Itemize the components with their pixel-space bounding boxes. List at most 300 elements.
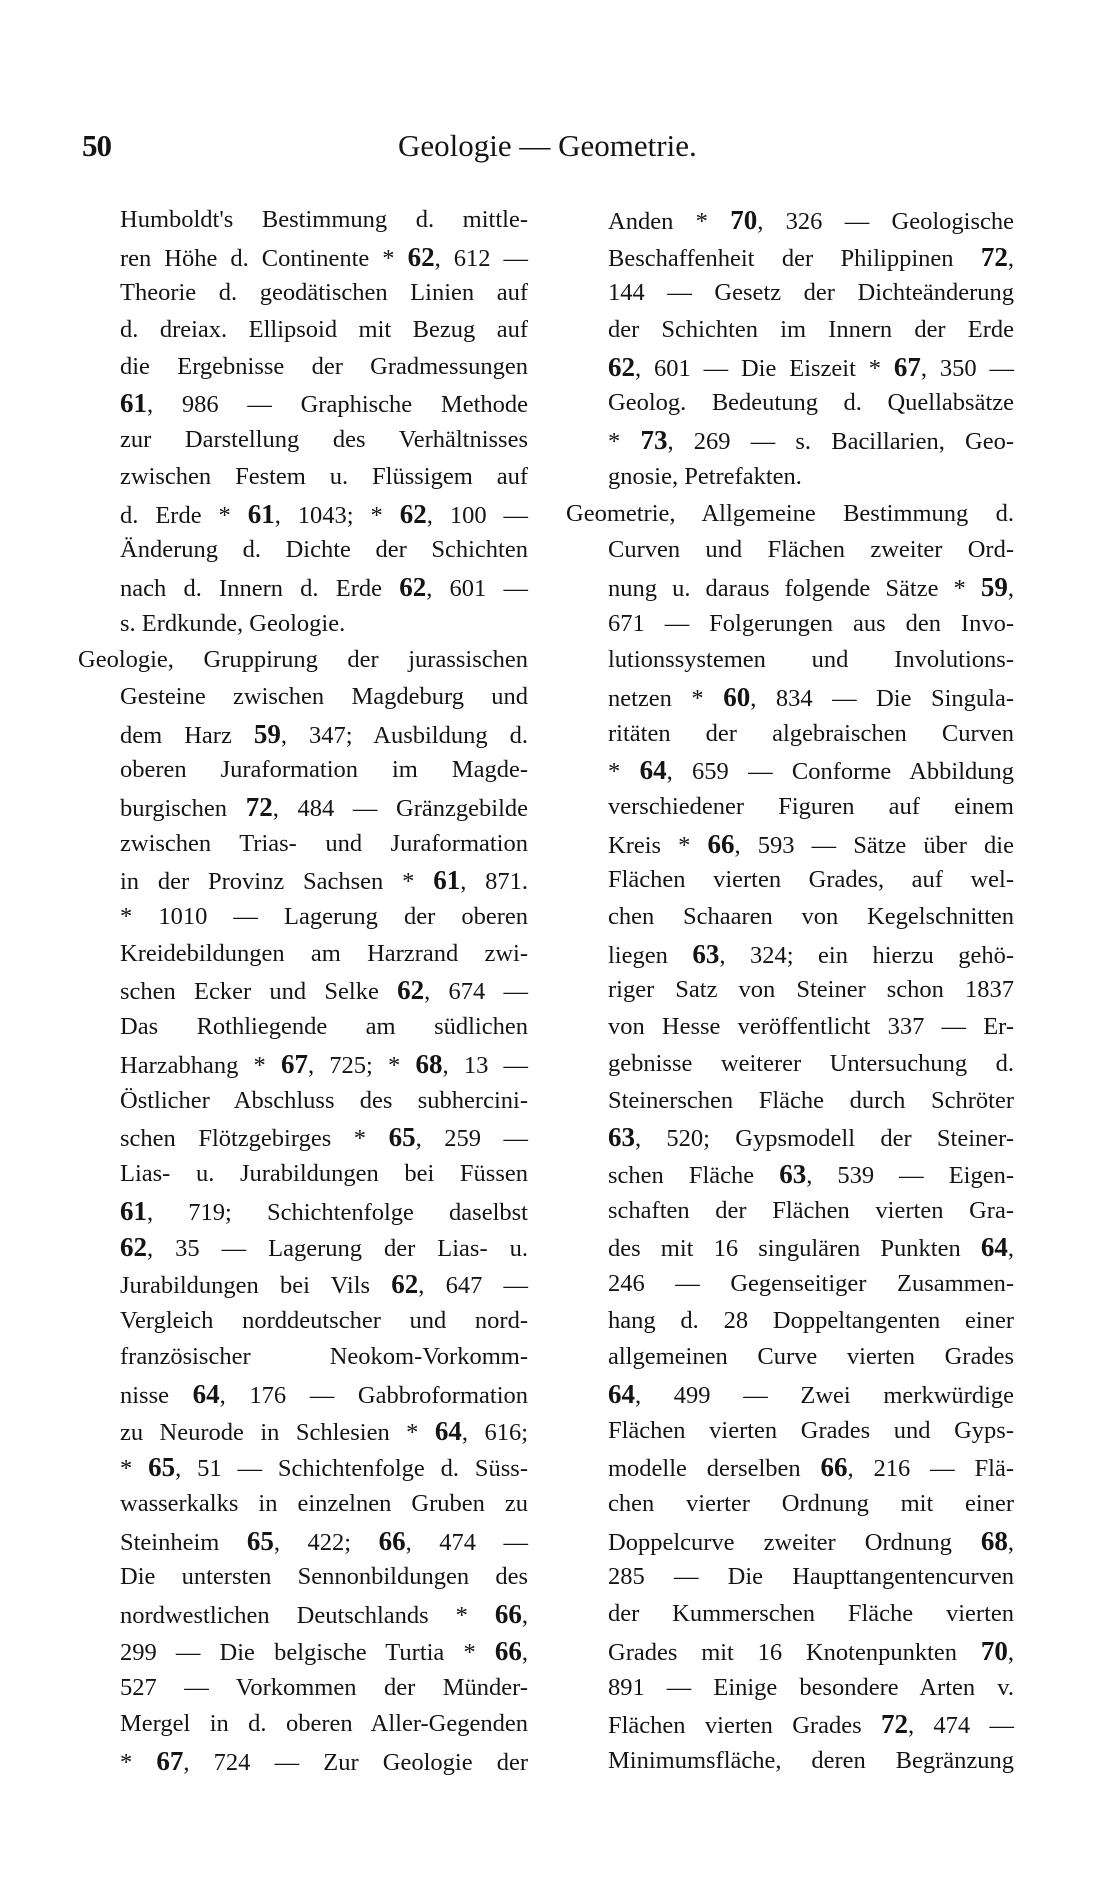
index-line — [120, 459, 528, 496]
index-line — [120, 1193, 528, 1230]
volume-number: 70 — [730, 205, 758, 235]
line-text — [120, 972, 528, 1011]
text-segment: der Kummerschen Fläche vierten — [608, 1600, 1014, 1628]
text-segment: , — [1007, 574, 1014, 602]
text-segment: Kreidebildungen am Harzrand zwi- — [120, 939, 528, 967]
text-segment: der Schichten im Innern der Erde — [608, 316, 1014, 344]
text-segment: , 647 — — [418, 1271, 529, 1299]
volume-number: 66 — [494, 1599, 522, 1630]
line-text — [120, 1156, 528, 1193]
index-line — [608, 862, 1014, 899]
text-segment: , 616; — [461, 1418, 528, 1446]
index-line — [608, 1266, 1014, 1303]
volume-number: 66 — [820, 1452, 848, 1483]
volume-number: 62 — [391, 1268, 419, 1299]
text-segment: von Hesse veröffentlicht 337 — Er- — [608, 1013, 1014, 1041]
line-text — [608, 422, 1014, 461]
line-text — [608, 1266, 1014, 1303]
line-text — [608, 1156, 1014, 1195]
index-line — [120, 202, 528, 239]
text-segment: zwischen Trias- und Juraformation — [120, 829, 528, 857]
line-text — [120, 862, 528, 901]
line-text — [608, 532, 1014, 569]
text-segment: d. Erde * — [120, 501, 248, 529]
text-segment: Flächen vierten Grades, auf wel- — [608, 866, 1014, 894]
text-segment: , 269 — s. Bacillarien, Geo- — [667, 428, 1014, 456]
index-line — [120, 1376, 528, 1413]
index-line — [608, 752, 1014, 789]
line-text — [608, 1009, 1014, 1046]
line-text — [608, 679, 1014, 718]
text-segment: lutionssystemen und Involutions- — [608, 646, 1014, 674]
index-line — [608, 716, 1014, 753]
index-line — [120, 1670, 528, 1707]
text-segment: , 719; Schichtenfolge daselbst — [147, 1198, 528, 1226]
volume-number: 72 — [980, 241, 1008, 272]
text-segment: in der Provinz Sachsen * — [120, 868, 434, 896]
text-segment: , 724 — Zur Geologie der — [183, 1748, 528, 1776]
volume-number: 62 — [608, 351, 635, 382]
text-segment: , 326 — Geologische — [757, 208, 1014, 235]
line-text — [608, 202, 1014, 241]
volume-number: 63 — [608, 1122, 635, 1153]
index-line — [608, 1743, 1014, 1780]
text-segment: , 422; — [273, 1528, 379, 1556]
text-segment: Doppelcurve zweiter Ordnung — [608, 1528, 981, 1556]
index-line — [120, 1266, 528, 1303]
line-text — [120, 789, 528, 828]
line-text — [120, 1559, 528, 1596]
index-line — [608, 1413, 1014, 1450]
index-line — [120, 606, 528, 643]
text-segment: Steinerschen Fläche durch Schröter — [608, 1086, 1014, 1114]
text-segment: , — [1007, 1528, 1014, 1556]
line-text — [608, 1633, 1014, 1672]
index-line — [608, 569, 1014, 606]
text-segment: , 474 — — [907, 1712, 1015, 1740]
line-text — [608, 606, 1014, 643]
text-segment: d. dreiax. Ellipsoid mit Bezug auf — [120, 316, 528, 344]
text-segment: Grades mit 16 Knotenpunkten — [608, 1638, 981, 1666]
text-segment: des mit 16 singulären Punkten — [608, 1235, 981, 1263]
index-line — [608, 239, 1014, 276]
line-text — [120, 1119, 528, 1158]
text-segment: Die untersten Sennonbildungen des — [120, 1563, 528, 1591]
line-text — [608, 862, 1014, 899]
text-segment: Humboldt's Bestimmung d. mittle- — [120, 206, 528, 233]
volume-number: 62 — [397, 975, 425, 1006]
line-text — [120, 1046, 528, 1085]
index-line — [608, 312, 1014, 349]
line-text — [120, 1266, 528, 1305]
text-segment: Curven und Flächen zweiter Ord- — [608, 536, 1014, 564]
index-line — [120, 972, 528, 1009]
index-column-left — [78, 202, 528, 1780]
text-segment: s. Erdkunde, Geologie. — [120, 609, 346, 637]
index-line — [120, 1486, 528, 1523]
volume-number: 63 — [692, 938, 720, 969]
index-line — [120, 899, 528, 936]
text-segment: schen Ecker und Selke — [120, 978, 398, 1006]
text-segment: , 324; ein hierzu gehö- — [719, 941, 1014, 969]
line-text — [120, 202, 528, 239]
line-text — [120, 1339, 528, 1376]
line-text — [120, 899, 528, 936]
text-segment: , — [1007, 244, 1014, 272]
index-line — [608, 1009, 1014, 1046]
text-segment: hang d. 28 Doppeltangenten einer — [608, 1306, 1014, 1334]
index-line — [120, 1413, 528, 1450]
text-segment: , 499 — Zwei merkwürdige — [635, 1382, 1014, 1409]
index-line — [120, 789, 528, 826]
line-text — [120, 1486, 528, 1523]
volume-number: 73 — [640, 425, 668, 456]
index-line — [608, 972, 1014, 1009]
index-line — [120, 716, 528, 753]
text-segment: allgemeinen Curve vierten Grades — [608, 1343, 1014, 1371]
text-segment: , 834 — Die Singula- — [750, 684, 1014, 712]
index-line — [608, 275, 1014, 312]
line-text — [120, 1229, 528, 1268]
volume-number: 66 — [494, 1635, 522, 1666]
line-text — [120, 349, 528, 386]
text-segment: zur Darstellung des Verhältnisses — [120, 426, 528, 454]
text-segment: Steinheim — [120, 1528, 247, 1556]
text-segment: , 520; Gypsmodell der Steiner- — [635, 1125, 1014, 1153]
text-segment: schen Flötzgebirges * — [120, 1125, 389, 1153]
index-line — [120, 936, 528, 973]
line-text — [608, 1706, 1014, 1745]
text-segment: schen Fläche — [608, 1161, 780, 1189]
line-text — [120, 275, 528, 312]
line-text — [120, 385, 528, 424]
index-line — [120, 1596, 528, 1633]
volume-number: 61 — [120, 1195, 147, 1226]
text-segment: dem Harz — [120, 721, 254, 749]
line-text — [120, 936, 528, 973]
line-text — [608, 1486, 1014, 1523]
index-line — [120, 752, 528, 789]
line-text — [120, 1303, 528, 1340]
text-segment: wasserkalks in einzelnen Gruben zu — [120, 1490, 528, 1518]
line-text — [120, 1193, 528, 1232]
text-segment: französischer Neokom-Vorkomm- — [120, 1343, 528, 1371]
text-segment: die Ergebnisse der Gradmessungen — [120, 352, 528, 380]
text-segment: , 601 — — [426, 574, 528, 602]
index-entry-heading-line — [566, 496, 1014, 533]
volume-number: 62 — [120, 1232, 147, 1263]
volume-number: 72 — [245, 792, 273, 822]
line-text — [120, 239, 528, 278]
text-segment: , 986 — Graphische Methode — [147, 391, 528, 419]
index-line — [608, 642, 1014, 679]
text-segment: , 216 — Flä- — [847, 1455, 1015, 1483]
line-text — [120, 1083, 528, 1120]
text-segment: 671 — Folgerungen aus den Invo- — [608, 609, 1014, 637]
text-segment: Änderung d. Dichte der Schichten — [120, 536, 528, 564]
line-text — [120, 1706, 528, 1743]
volume-number: 62 — [407, 241, 435, 272]
text-segment: , 1043; * — [274, 501, 400, 529]
text-segment: * — [608, 758, 640, 786]
text-segment: , — [521, 1602, 528, 1630]
line-text — [120, 1376, 528, 1415]
volume-number: 68 — [980, 1525, 1008, 1556]
index-line — [608, 1523, 1014, 1560]
index-line — [120, 826, 528, 863]
index-line — [608, 385, 1014, 422]
volume-number: 72 — [880, 1709, 908, 1740]
text-segment: Geologie, Gruppirung der jurassischen — [78, 646, 528, 674]
volume-number: 61 — [120, 388, 147, 419]
text-segment: 285 — Die Haupttangentencurven — [608, 1563, 1014, 1591]
line-text — [608, 1229, 1014, 1268]
index-line — [120, 239, 528, 276]
text-segment: nisse — [120, 1382, 193, 1409]
index-line — [120, 1633, 528, 1670]
line-text — [120, 312, 528, 349]
text-segment: , 474 — — [405, 1528, 528, 1556]
index-line — [120, 1156, 528, 1193]
text-segment: Anden * — [608, 208, 731, 235]
volume-number: 64 — [434, 1415, 462, 1446]
volume-number: 61 — [433, 865, 461, 896]
volume-number: 60 — [723, 681, 751, 712]
index-line — [120, 1559, 528, 1596]
text-segment: verschiedener Figuren auf einem — [608, 793, 1014, 820]
text-segment: , 659 — Conforme Abbildung — [666, 758, 1015, 786]
text-segment: , 593 — Sätze über die — [734, 831, 1014, 859]
line-text — [120, 1523, 528, 1562]
index-line — [608, 532, 1014, 569]
line-text — [566, 496, 1014, 533]
index-entry-heading-line — [78, 642, 528, 679]
line-text — [608, 642, 1014, 679]
index-line — [120, 385, 528, 422]
index-line — [608, 1156, 1014, 1193]
index-line — [120, 312, 528, 349]
text-segment: modelle derselben — [608, 1455, 821, 1483]
line-text — [78, 642, 528, 679]
text-segment: Östlicher Abschluss des subhercini- — [120, 1086, 528, 1114]
line-text — [608, 716, 1014, 753]
volume-number: 65 — [148, 1452, 176, 1483]
text-segment: Harzabhang * — [120, 1051, 281, 1079]
index-line — [608, 1559, 1014, 1596]
text-segment: liegen — [608, 941, 693, 969]
text-segment: chen vierter Ordnung mit einer — [608, 1490, 1014, 1518]
line-text — [608, 899, 1014, 936]
index-line — [120, 862, 528, 899]
line-text — [608, 1670, 1014, 1707]
line-text — [608, 1523, 1014, 1562]
line-text — [120, 459, 528, 496]
line-text — [608, 826, 1014, 865]
volume-number: 59 — [253, 718, 281, 749]
line-text — [120, 1449, 528, 1488]
volume-number: 64 — [608, 1379, 635, 1409]
index-line — [608, 1449, 1014, 1486]
text-segment: * — [120, 1748, 157, 1776]
index-line — [120, 275, 528, 312]
index-line — [608, 1633, 1014, 1670]
index-line — [608, 1670, 1014, 1707]
index-line — [608, 826, 1014, 863]
running-head: Geologie — Geometrie. — [398, 128, 697, 163]
volume-number: 66 — [707, 828, 735, 859]
line-text — [608, 1119, 1014, 1158]
index-line — [608, 936, 1014, 973]
line-text — [120, 1009, 528, 1046]
volume-number: 59 — [980, 571, 1008, 602]
page-number: 50 — [82, 128, 111, 163]
text-segment: 246 — Gegenseitiger Zusammen- — [608, 1269, 1014, 1297]
text-segment: zu Neurode in Schlesien * — [120, 1418, 435, 1446]
text-segment: Mergel in d. oberen Aller-Gegenden — [120, 1710, 528, 1738]
text-segment: chen Schaaren von Kegelschnitten — [608, 903, 1014, 931]
text-segment: , 539 — Eigen- — [806, 1161, 1014, 1189]
index-line — [608, 899, 1014, 936]
text-segment: , 35 — Lagerung der Lias- u. — [147, 1235, 528, 1263]
text-segment: Vergleich norddeutscher und nord- — [120, 1306, 528, 1334]
volume-number: 62 — [399, 498, 427, 529]
volume-number: 61 — [247, 498, 275, 529]
line-text — [120, 606, 528, 643]
text-segment: netzen * — [608, 684, 724, 712]
text-segment: schaften der Flächen vierten Gra- — [608, 1196, 1014, 1224]
line-text — [120, 679, 528, 716]
line-text — [120, 826, 528, 863]
line-text — [608, 349, 1014, 388]
line-text — [608, 1449, 1014, 1488]
text-segment: Flächen vierten Grades und Gyps- — [608, 1416, 1014, 1444]
line-text — [608, 275, 1014, 312]
text-segment: , 176 — Gabbroformation — [219, 1382, 529, 1409]
line-text — [608, 752, 1014, 791]
text-segment: Beschaffenheit der Philippinen — [608, 244, 981, 272]
line-text — [608, 1339, 1014, 1376]
volume-number: 63 — [779, 1158, 807, 1189]
index-line — [608, 202, 1014, 239]
line-text — [608, 385, 1014, 422]
index-line — [120, 1339, 528, 1376]
index-line — [608, 679, 1014, 716]
text-segment: nordwestlichen Deutschlands * — [120, 1602, 495, 1630]
text-segment: 891 — Einige besondere Arten v. — [608, 1673, 1014, 1701]
volume-number: 67 — [893, 351, 921, 382]
index-line — [608, 459, 1014, 496]
text-segment: , 100 — — [426, 501, 529, 529]
index-line — [120, 1229, 528, 1266]
index-line — [120, 679, 528, 716]
line-text — [608, 1193, 1014, 1230]
volume-number: 68 — [415, 1048, 443, 1079]
line-text — [608, 972, 1014, 1009]
text-segment: , 13 — — [442, 1051, 529, 1079]
text-segment: zwischen Festem u. Flüssigem auf — [120, 462, 528, 490]
volume-number: 67 — [156, 1745, 184, 1776]
text-segment: * 1010 — Lagerung der oberen — [120, 903, 528, 931]
volume-number: 64 — [192, 1379, 220, 1409]
text-segment: Das Rothliegende am südlichen — [120, 1013, 528, 1041]
text-segment: Jurabildungen bei Vils — [120, 1271, 392, 1299]
index-line — [120, 1009, 528, 1046]
line-text — [120, 1633, 528, 1672]
text-segment: ritäten der algebraischen Curven — [608, 719, 1014, 747]
text-segment: Geolog. Bedeutung d. Quellabsätze — [608, 389, 1014, 417]
index-line — [608, 1596, 1014, 1633]
index-line — [120, 1303, 528, 1340]
text-segment: , 484 — Gränzgebilde — [272, 795, 529, 822]
text-segment: , 347; Ausbildung d. — [280, 721, 528, 749]
index-line — [120, 1523, 528, 1560]
text-segment: , — [1007, 1235, 1014, 1263]
text-segment: nach d. Innern d. Erde — [120, 574, 400, 602]
line-text — [120, 752, 528, 789]
index-line — [120, 532, 528, 569]
text-segment: , 871. — [460, 868, 529, 896]
index-line — [608, 606, 1014, 643]
text-segment: * — [608, 428, 641, 456]
index-line — [120, 1449, 528, 1486]
index-line — [608, 1119, 1014, 1156]
index-line — [608, 1303, 1014, 1340]
index-line — [120, 1706, 528, 1743]
line-text — [608, 1413, 1014, 1450]
text-segment: , 601 — Die Eiszeit * — [635, 354, 894, 382]
line-text — [608, 1083, 1014, 1120]
text-segment: burgischen — [120, 795, 246, 822]
volume-number: 64 — [639, 755, 667, 786]
text-segment: Gesteine zwischen Magdeburg und — [120, 682, 528, 710]
index-line — [608, 1229, 1014, 1266]
text-segment: , — [521, 1638, 528, 1666]
text-segment: ren Höhe d. Continente * — [120, 244, 408, 272]
line-text — [608, 789, 1014, 826]
line-text — [120, 716, 528, 755]
text-segment: , 259 — — [415, 1125, 529, 1153]
line-text — [120, 1596, 528, 1635]
text-segment: , — [1007, 1638, 1014, 1666]
text-segment: nung u. daraus folgende Sätze * — [608, 574, 981, 602]
index-line — [608, 1486, 1014, 1523]
volume-number: 70 — [980, 1635, 1008, 1666]
line-text — [120, 532, 528, 569]
line-text — [608, 1046, 1014, 1083]
index-line — [120, 496, 528, 533]
index-line — [120, 1119, 528, 1156]
text-segment: , 51 — Schichtenfolge d. Süss- — [175, 1455, 529, 1483]
index-line — [608, 1046, 1014, 1083]
index-line — [608, 1339, 1014, 1376]
text-segment: 299 — Die belgische Turtia * — [120, 1638, 495, 1666]
text-segment: Kreis * — [608, 831, 708, 859]
index-line — [608, 1193, 1014, 1230]
index-column-right — [566, 202, 1014, 1780]
index-line — [120, 1743, 528, 1780]
index-line — [608, 789, 1014, 826]
volume-number: 62 — [399, 571, 427, 602]
line-text — [608, 569, 1014, 608]
line-text — [608, 1303, 1014, 1340]
line-text — [120, 1743, 528, 1782]
text-segment: riger Satz von Steiner schon 1837 — [608, 976, 1014, 1004]
text-segment: 144 — Gesetz der Dichteänderung — [608, 279, 1014, 307]
text-segment: Lias- u. Jurabildungen bei Füssen — [120, 1159, 528, 1187]
text-segment: , 612 — — [434, 244, 528, 272]
text-segment: , 674 — — [424, 978, 528, 1006]
text-segment: * — [120, 1455, 149, 1483]
